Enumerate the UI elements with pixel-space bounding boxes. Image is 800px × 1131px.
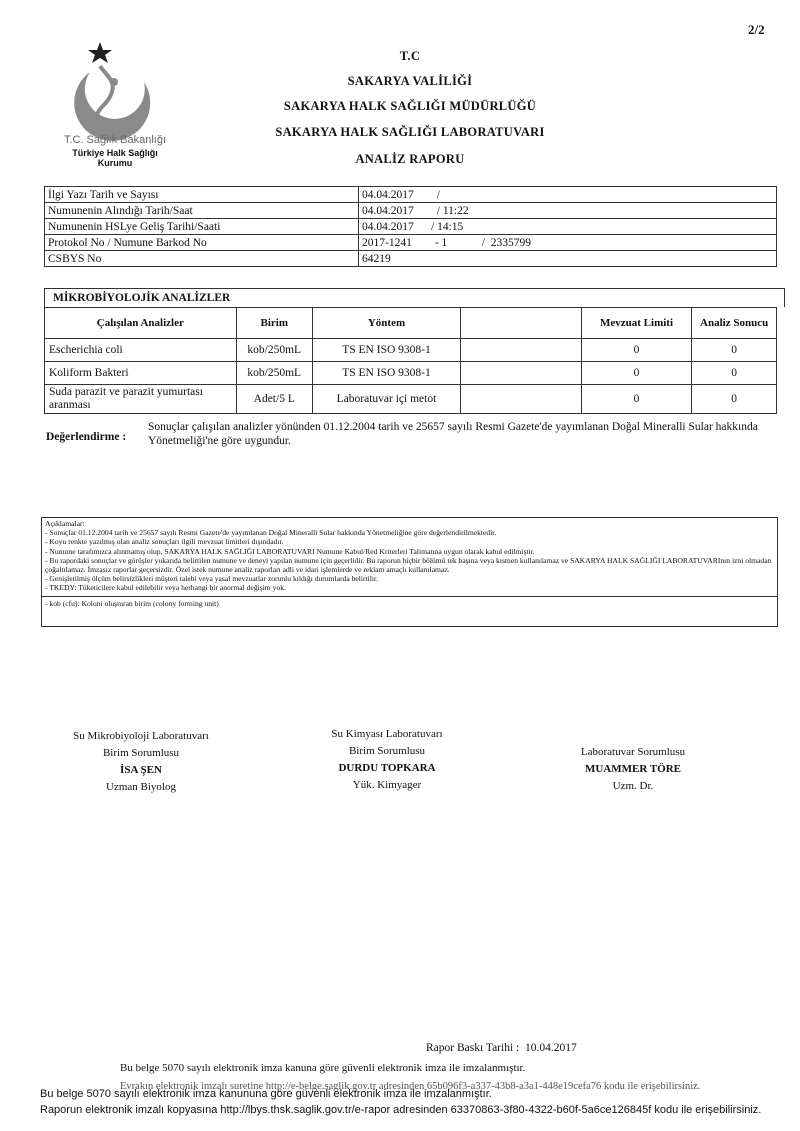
- info-row: İlgi Yazı Tarih ve Sayısı 04.04.2017 /: [45, 187, 777, 203]
- esign-note: Bu belge 5070 sayılı elektronik imza kanuna göre güvenli elektronik imza ile imzalanmıştır.: [120, 1062, 526, 1074]
- evaluation-label: Değerlendirme :: [46, 431, 127, 443]
- note-line: - Sonuçlar 01.12.2004 tarih ve 25657 sayılı Resmi Gazete'de yayımlanan Doğal Mineralli Sular hakkında Yönetmeliğine göre değerlendirilmektedir.: [45, 528, 497, 538]
- page-number: 2/2: [748, 22, 765, 37]
- signature-chemistry: Su Kimyası Laboratuvarı Birim Sorumlusu DURDU TOPKARA Yük. Kimyager: [331, 728, 443, 791]
- header-laboratuvar: SAKARYA HALK SAĞLIĞI LABORATUVARI: [275, 125, 545, 139]
- signature-micro: Su Mikrobiyoloji Laboratuvarı Birim Sorumlusu İSA ŞEN Uzman Biyolog: [73, 730, 209, 793]
- esign-link-note: Evrakın elektronik imzalı suretine http://e-belge.saglik.gov.tr adresinden 65b096f3-a337-43b8-a3a1-448e19cefa76 kodu ile erişebilirsiniz.: [120, 1081, 701, 1092]
- lbys-stamp-line1: Bu belge 5070 sayılı elektronik imza kanununa göre güvenli elektronik imza ile imzalanmıştır.: [40, 1088, 492, 1100]
- evaluation-text: Sonuçlar çalışılan analizler yönünden 01.12.2004 tarih ve 25657 sayılı Resmi Gazete'de yayımlanan Doğal Mineralli Sular hakkında Yönetmeliği'ne göre uygundur.: [148, 421, 758, 447]
- table-row: Koliform Bakteri kob/250mL TS EN ISO 9308-1 0 0: [45, 362, 777, 385]
- logo-caption-agency: Türkiye Halk Sağlığı Kurumu: [72, 148, 158, 168]
- print-date: Rapor Baskı Tarihi : 10.04.2017: [426, 1042, 577, 1054]
- notes-box: [41, 517, 778, 627]
- info-row: Numunenin HSLye Geliş Tarihi/Saati 04.04.2017 / 14:15: [45, 219, 777, 235]
- note-line: - TKEDY: Tüketicilere kabul edilebilir veya herhangi bir anormal değişim yok.: [45, 583, 286, 593]
- report-title: ANALİZ RAPORU: [355, 152, 465, 166]
- header-mudurluk: SAKARYA HALK SAĞLIĞI MÜDÜRLÜĞÜ: [283, 99, 537, 113]
- figure-icon: [97, 66, 113, 122]
- sample-info-table: [44, 186, 777, 267]
- note-line: - Numune tarafımızca alınmamış olup, SAKARYA HALK SAĞLIĞI LABORATUVARI Numune Kabul/Red Kriterleri Talimatına uygun olarak kabul edilmiştir.: [45, 546, 535, 556]
- notes-footnote: - kob (cfu): Koloni oluşturan birim (colony forming unit): [45, 598, 219, 608]
- note-line: - Bu rapordaki sonuçlar ve görüşler yukarıda belirtilen numune ve deneyi yapılan numune için geçerlidir. Bu raporun hiçbir bölümü tek başına veya kısmen kullanılamaz ve SAKARYA HALK SAĞLIĞI LABORATUVARInın izni olmadan çoğaltılamaz. İmzasız raporlar geçersizdir. Özel istek numune analiz raporları adli ve idari işlemlerde ve reklam amaçlı kullanılamaz.: [45, 555, 772, 575]
- table-row: Escherichia coli kob/250mL TS EN ISO 9308-1 0 0: [45, 339, 777, 362]
- notes-title: Açıklamalar:: [45, 519, 85, 528]
- signature-lab-head: Laboratuvar Sorumlusu MUAMMER TÖRE Uzm. Dr.: [580, 746, 686, 792]
- header-valilik: SAKARYA VALİLİĞİ: [347, 74, 473, 88]
- logo-caption: T.C. Sağlık Bakanlığı: [63, 134, 167, 146]
- lbys-stamp-line2: Raporun elektronik imzalı kopyasına http://lbys.thsk.saglik.gov.tr/e-rapor adresinden 63370863-3f80-4322-b60f-5a6ce126845f kodu ile erişebilirsiniz.: [40, 1104, 762, 1116]
- info-row: Protokol No / Numune Barkod No 2017-1241 - 1 / 2335799: [45, 235, 777, 251]
- micro-analysis-table: [44, 307, 777, 414]
- star-icon: [88, 42, 112, 63]
- note-line: - Koyu renkte yazılmış olan analiz sonuçları ilgili mevzuat limitleri dışındadır.: [45, 537, 284, 547]
- note-line: - Genişletilmiş ölçüm belirsizlikleri müşteri talebi veya yasal mevzuatlar zorunlu kıldığı durumlarda belirtilir.: [45, 574, 378, 584]
- info-row: CSBYS No 64219: [45, 251, 777, 267]
- table-row: Suda parazit ve parazit yumurtası aranması Adet/5 L Laboratuvar içi metot 0 0: [45, 385, 777, 414]
- table-header-row: Çalışılan Analizler Birim Yöntem Mevzuat Limiti Analiz Sonucu: [45, 308, 777, 339]
- info-row: Numunenin Alındığı Tarih/Saat 04.04.2017 / 11:22: [45, 203, 777, 219]
- micro-section-title: MİKROBİYOLOJİK ANALİZLER: [44, 288, 785, 307]
- header-tc: T.C: [399, 49, 421, 63]
